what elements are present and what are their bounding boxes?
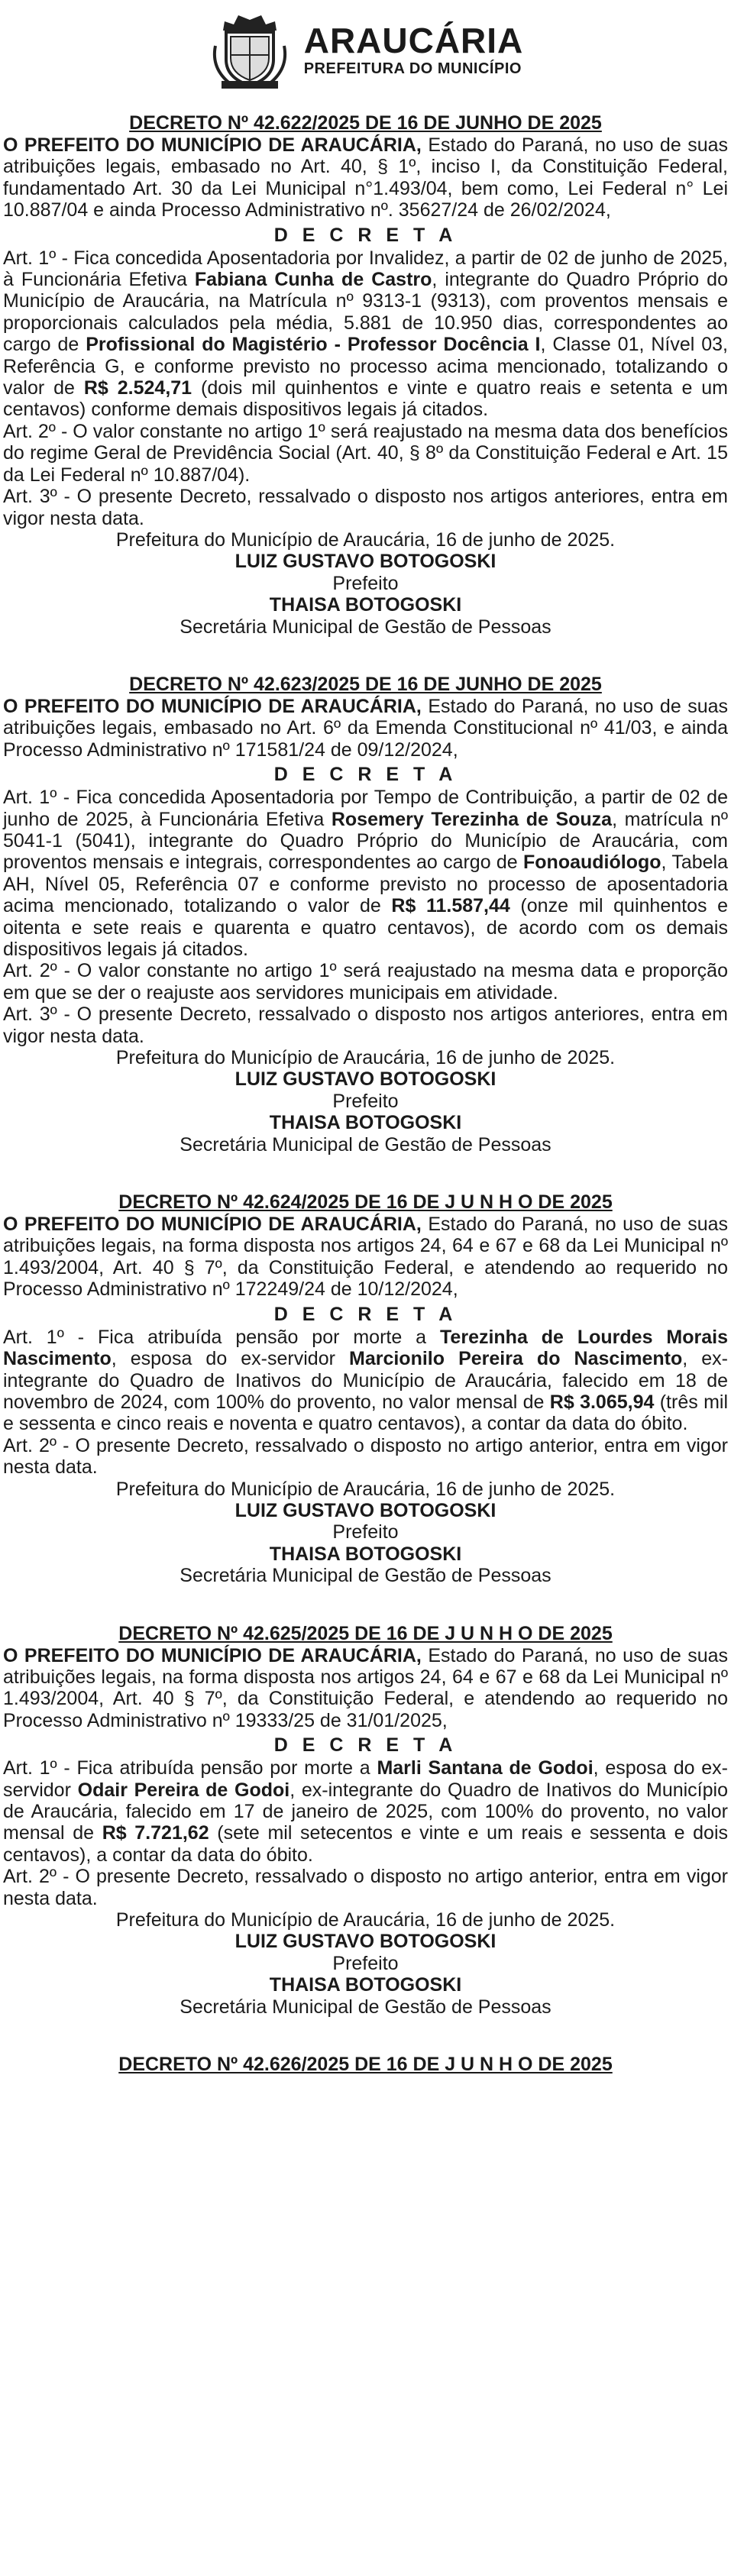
- place-date: Prefeitura do Município de Araucária, 16 de junho de 2025.: [115, 528, 616, 551]
- signer-secretary-role: Secretária Municipal de Gestão de Pessoas: [180, 1996, 551, 2018]
- article-1-text: (onze mil quinhentos e oitenta e sete reais e quarenta e quatro centavos), de acordo com os demais dispositivos legais já citados.: [3, 895, 728, 960]
- masthead: [0, 0, 731, 96]
- article-2: Art. 2º - O valor constante no artigo 1º será reajustado na mesma data dos benefícios do regime Geral de Previdência Social (Art. 40, § 8º da Constituição Federal e Art. 15 da Lei Federal nº 10.887/04).: [3, 420, 728, 486]
- brand-subtitle: PREFEITURA DO MUNICÍPIO: [303, 60, 522, 77]
- article-1-text: (dois mil quinhentos e vinte e quatro reais e setenta e um centavos) conforme demais dispositivos legais já citados.: [3, 377, 729, 421]
- beneficiary-name: Fabiana Cunha de Castro: [194, 269, 432, 291]
- signer-secretary: THAISA BOTOGOSKI: [269, 1974, 462, 1996]
- brand-name: ARAUCÁRIA: [303, 21, 524, 60]
- article-1-text: Art. 1º - Fica concedida Aposentadoria por Tempo de Contribuição, a partir de 02 de junho de 2025, à Funcionária Efetiva: [3, 787, 728, 830]
- article-1: [3, 1757, 728, 1866]
- article-1-text: , matrícula nº 5041-1 (5041), integrante do Quadro Próprio do Município de Araucária, com proventos mensais e integrais, correspondentes ao cargo de: [3, 808, 728, 874]
- preamble-lead: O PREFEITO DO MUNICÍPIO DE ARAUCÁRIA,: [3, 1214, 422, 1236]
- coat-of-arms-icon: [208, 8, 292, 92]
- article-1-text: Art. 1º - Fica atribuída pensão por morte a: [3, 1326, 441, 1348]
- preamble-text: Estado do Paraná, no uso de suas atribuições legais, embasado no Art. 6º da Emenda Constitucional nº 41/03, e ainda Processo Administrativo nº 171581/24 de 09/12/2024,: [3, 695, 728, 761]
- preamble-lead: O PREFEITO DO MUNICÍPIO DE ARAUCÁRIA,: [3, 1644, 422, 1666]
- article-1-text: , Classe 01, Nível 03, Referência G, e conforme previsto no processo acima mencionado, totalizando o valor de: [3, 334, 728, 399]
- decree-preamble: [3, 134, 728, 221]
- decree-block: [0, 673, 731, 1155]
- signer-mayor-role: Prefeito: [332, 572, 399, 594]
- article-1-text: Art. 1º - Fica concedida Aposentadoria por Invalidez, a partir de 02 de junho de 2025, à Funcionária Efetiva: [3, 247, 728, 291]
- signer-mayor: LUIZ GUSTAVO BOTOGOSKI: [235, 551, 496, 573]
- place-date: Prefeitura do Município de Araucária, 16 de junho de 2025.: [115, 1047, 616, 1069]
- signer-secretary: THAISA BOTOGOSKI: [269, 1112, 462, 1134]
- benefit-value: R$ 11.587,44: [391, 895, 510, 917]
- decree-preamble: [3, 1645, 728, 1732]
- article-2: Art. 2º - O presente Decreto, ressalvado o disposto no artigo anterior, entra em vigor nesta data.: [3, 1434, 728, 1479]
- preamble-text: Estado do Paraná, no uso de suas atribuições legais, na forma disposta nos artigos 24, 64 e 67 e 68 da Lei Municipal nº 1.493/2004, Art. 40 § 7º, da Constituição Federal, e atendendo ao requerido no Processo Administrativo nº 172249/24 de 10/12/2024,: [3, 1214, 728, 1301]
- article-1-text: (sete mil setecentos e vinte e um reais e sessenta e dois centavos), a contar da data do óbito.: [3, 1822, 728, 1866]
- article-1-text: , ex-integrante do Quadro de Inativos do Município de Araucária, falecido em 17 de janeiro de 2025, com 100% do provento, no valor mensal de: [3, 1779, 728, 1844]
- preamble-text: Estado do Paraná, no uso de suas atribuições legais, na forma disposta nos artigos 24, 64 e 67 e 68 da Lei Municipal nº 1.493/2004, Art. 40 § 7º, da Constituição Federal, e atendendo ao requerido no Processo Administrativo nº 19333/25 de 31/01/2025,: [3, 1644, 728, 1731]
- beneficiary-name: Marli Santana de Godoi: [377, 1757, 594, 1779]
- decreta-heading: D E C R E T A: [273, 1303, 458, 1325]
- article-1-text: , esposa do ex-servidor: [3, 1757, 728, 1801]
- decreta-heading: D E C R E T A: [273, 224, 458, 246]
- article-1-text: , ex-integrante do Quadro de Inativos do Município de Araucária, falecido em 18 de novembro de 2024, com 100% do provento, no valor mensal de: [3, 1348, 729, 1413]
- benefit-value: R$ 3.065,94: [549, 1391, 655, 1413]
- preamble-text: Estado do Paraná, no uso de suas atribuições legais, embasado no Art. 40, § 1º, inciso I, da Constituição Federal, fundamentado Art. 30 da Lei Municipal n°1.493/04, bem como, Lei Federal n° Lei 10.887/04 e ainda Processo Administrativo nº. 35627/24 de 26/02/2024,: [3, 134, 728, 221]
- signer-mayor: LUIZ GUSTAVO BOTOGOSKI: [235, 1931, 496, 1953]
- benefit-value: R$ 2.524,71: [83, 377, 192, 399]
- place-date: Prefeitura do Município de Araucária, 16 de junho de 2025.: [115, 1478, 616, 1500]
- article-1-text: , esposa do ex-servidor: [111, 1348, 349, 1370]
- decreta-heading: D E C R E T A: [273, 764, 458, 786]
- decreta-heading: D E C R E T A: [273, 1734, 458, 1757]
- decree-title: DECRETO Nº 42.625/2025 DE 16 DE J U N H O DE 2025: [118, 1622, 613, 1644]
- decree-title: DECRETO Nº 42.623/2025 DE 16 DE JUNHO DE 2025: [129, 673, 602, 695]
- decree-title: DECRETO Nº 42.622/2025 DE 16 DE JUNHO DE 2025: [129, 112, 602, 134]
- signer-mayor-role: Prefeito: [332, 1952, 399, 1974]
- decree-block: [0, 112, 731, 638]
- decree-block-next: [0, 2053, 731, 2076]
- place-date: Prefeitura do Município de Araucária, 16 de junho de 2025.: [115, 1909, 616, 1931]
- article-2: Art. 2º - O valor constante no artigo 1º será reajustado na mesma data e proporção em que se der o reajuste aos servidores municipais em atividade.: [3, 960, 728, 1004]
- preamble-lead: O PREFEITO DO MUNICÍPIO DE ARAUCÁRIA,: [3, 134, 422, 156]
- article-2: Art. 2º - O presente Decreto, ressalvado o disposto no artigo anterior, entra em vigor nesta data.: [3, 1866, 728, 1909]
- beneficiary-name: Terezinha de Lourdes Morais Nascimento: [3, 1326, 728, 1370]
- signer-mayor-role: Prefeito: [332, 1090, 399, 1112]
- beneficiary-name: Rosemery Terezinha de Souza: [331, 808, 613, 830]
- article-3: Art. 3º - O presente Decreto, ressalvado o disposto nos artigos anteriores, entra em vigor nesta data.: [3, 486, 728, 529]
- article-3: Art. 3º - O presente Decreto, ressalvado o disposto nos artigos anteriores, entra em vigor nesta data.: [3, 1004, 728, 1047]
- former-servant-name: Marcionilo Pereira do Nascimento: [349, 1348, 683, 1370]
- signer-secretary-role: Secretária Municipal de Gestão de Pessoas: [180, 1133, 551, 1155]
- decree-block: [0, 1622, 731, 2018]
- article-1: [3, 1327, 728, 1435]
- article-1-text: (três mil e sessenta e cinco reais e noventa e quatro centavos), a contar da data do óbito.: [3, 1391, 729, 1435]
- position-name: Fonoaudiólogo: [523, 852, 661, 874]
- position-name: Profissional do Magistério - Professor Docência I: [86, 334, 541, 356]
- article-1: [3, 247, 728, 421]
- decree-title: DECRETO Nº 42.624/2025 DE 16 DE J U N H O DE 2025: [118, 1191, 613, 1214]
- article-1: [3, 787, 728, 960]
- decree-block: [0, 1191, 731, 1587]
- decree-preamble: [3, 696, 728, 761]
- preamble-lead: O PREFEITO DO MUNICÍPIO DE ARAUCÁRIA,: [3, 695, 422, 717]
- signer-secretary: THAISA BOTOGOSKI: [269, 1543, 462, 1565]
- decree-preamble: [3, 1214, 728, 1301]
- former-servant-name: Odair Pereira de Godoi: [77, 1779, 290, 1801]
- article-1-text: , Tabela AH, Nível 05, Referência 07 e conforme previsto no processo de aposentadoria acima mencionado, totalizando o valor de: [3, 852, 728, 917]
- signer-mayor: LUIZ GUSTAVO BOTOGOSKI: [235, 1499, 496, 1521]
- decree-title: DECRETO Nº 42.626/2025 DE 16 DE J U N H O DE 2025: [118, 2054, 613, 2076]
- benefit-value: R$ 7.721,62: [102, 1822, 209, 1844]
- signer-mayor: LUIZ GUSTAVO BOTOGOSKI: [235, 1068, 496, 1091]
- signer-secretary: THAISA BOTOGOSKI: [269, 594, 462, 616]
- signer-mayor-role: Prefeito: [332, 1521, 399, 1543]
- article-1-text: Art. 1º - Fica atribuída pensão por morte a: [3, 1757, 377, 1779]
- article-1-text: , integrante do Quadro Próprio do Município de Araucária, na Matrícula nº 9313-1 (9313), com proventos mensais e proporcionais calculados pela média, 5.881 de 10.950 dias, correspondentes ao cargo de: [3, 269, 728, 356]
- brand-block: [304, 23, 524, 76]
- signer-secretary-role: Secretária Municipal de Gestão de Pessoas: [180, 616, 551, 638]
- signer-secretary-role: Secretária Municipal de Gestão de Pessoas: [180, 1565, 551, 1587]
